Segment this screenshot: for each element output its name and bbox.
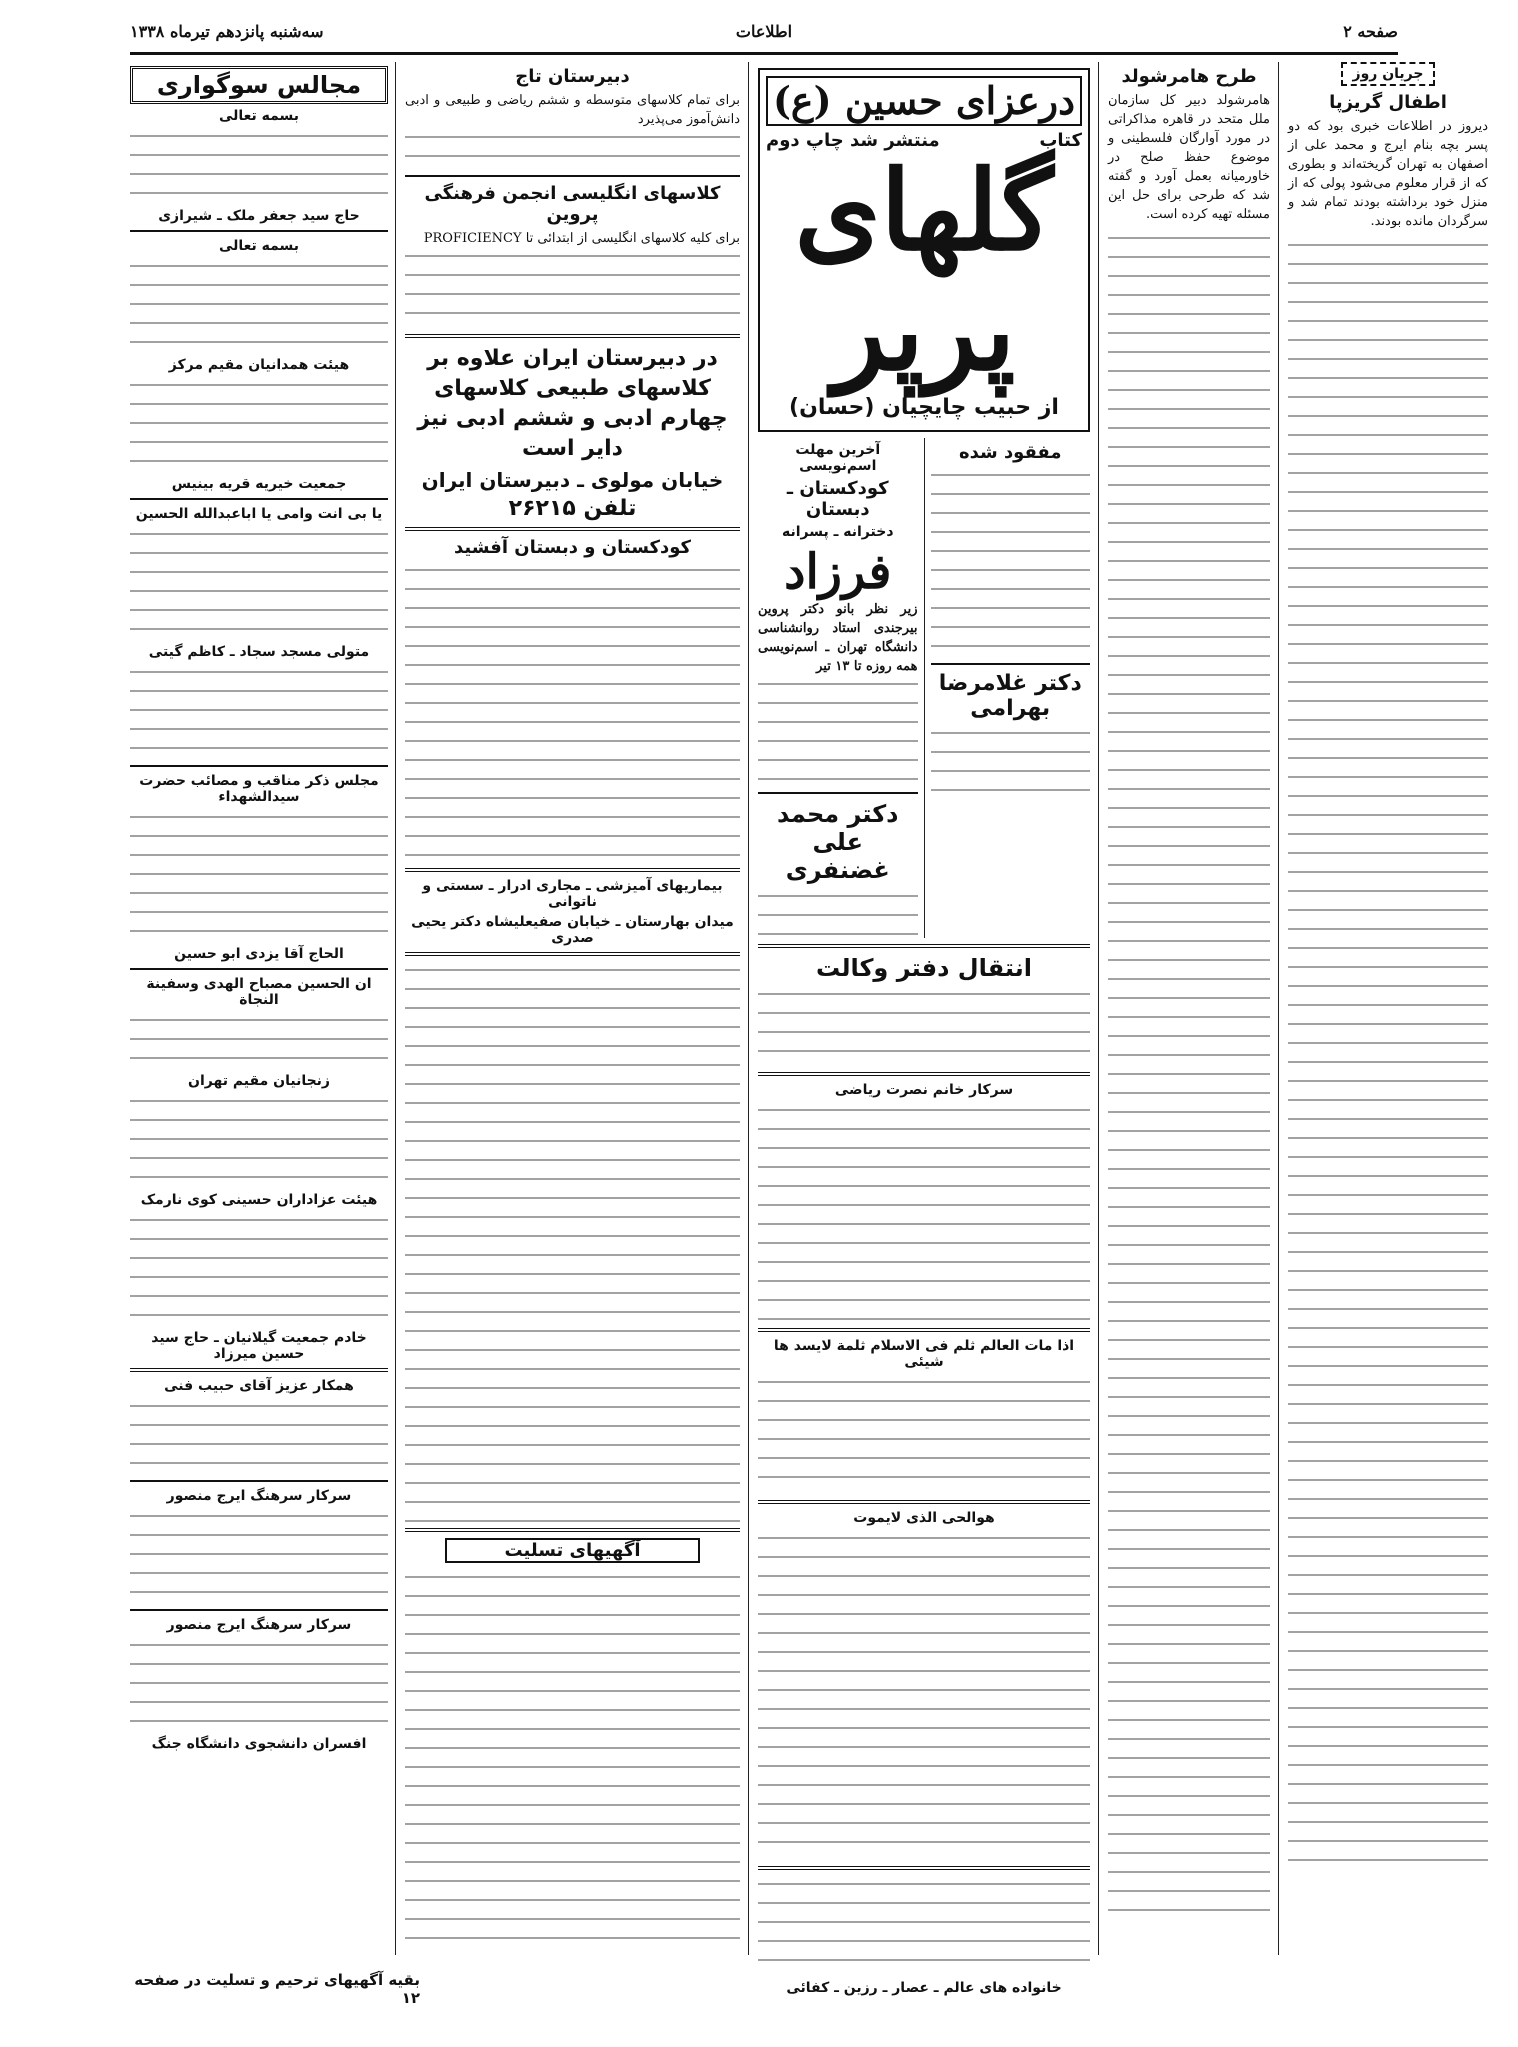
mourning-heading: الحاج آقا یزدی ابو حسین	[174, 946, 344, 962]
column-divider	[748, 62, 749, 1955]
mourning-heading: بسمه تعالی	[218, 108, 300, 124]
ad-subtitle: منتشر شد چاپ دوم	[766, 130, 940, 151]
mourning-heading: متولی مسجد سجاد ـ کاظم گیتی	[148, 644, 370, 660]
column-ads	[405, 62, 740, 1955]
column-divider	[395, 62, 396, 1955]
lost-title: مفقود شده	[958, 442, 1062, 463]
condolence-notices	[405, 962, 740, 1522]
iran-school-ad: در دبیرستان ایران علاوه بر کلاسهای طبیعی کلاسهای چهارم ادبی و ششم ادبی نیز دایر است	[417, 346, 728, 461]
english-class-text: برای کلیه کلاسهای انگلیسی از ابتدائی تا PROFICIENCY	[423, 231, 740, 246]
mourning-heading: همکار عزیز آقای حبیب فنی	[164, 1378, 354, 1394]
condolence-ads-text	[405, 1569, 740, 1949]
column-center	[758, 62, 1090, 1996]
condolence-3-text	[758, 1530, 1090, 1860]
condolence-1-text	[758, 1102, 1090, 1322]
mourning-heading: بسمه تعالی	[218, 238, 300, 254]
book-author: از حبیب چایچیان (حسان)	[789, 395, 1059, 420]
mourning-heading: سرکار سرهنگ ایرج منصور	[166, 1617, 352, 1633]
column-hammarskjold	[1108, 62, 1270, 1955]
iran-school-address: خیابان مولوی ـ دبیرستان ایران	[421, 468, 724, 492]
page-header	[130, 20, 1398, 55]
condolence-section-title: آگهیهای تسلیت	[445, 1538, 700, 1563]
mourning-text	[130, 377, 388, 472]
kg-subtitle: دخترانه ـ پسرانه	[781, 524, 894, 540]
book-ad	[758, 68, 1090, 432]
mourning-text	[130, 664, 388, 759]
mourning-heading: هیئت عزاداران حسینی کوی نارمک	[140, 1192, 378, 1208]
ad-book-label: کتاب	[1039, 130, 1082, 151]
column-mourning	[130, 62, 388, 1955]
mourning-text	[130, 809, 388, 942]
mourning-heading: مجلس ذکر مناقب و مصائب حضرت سیدالشهداء	[139, 773, 379, 805]
kg-text: زیر نظر بانو دکتر پروین بیرجندی استاد روانشناسی دانشگاه تهران ـ اسم‌نویسی همه روزه تا ۱۳ تیر	[758, 602, 918, 674]
article-lead: هامرشولد دبیر کل سازمان ملل متحد در قاهره مذاکراتی در مورد آوارگان فلسطینی و موضوع حفظ صلح در خاورمیانه بعمل آورد و گفته شد که طرحی برای حل این مسئله تهیه کرده است.	[1108, 93, 1270, 222]
condolence-2-title: اذا مات العالم ثلم فی الاسلام ثلمة لایسد ها شیئی	[773, 1338, 1075, 1370]
mourning-text	[130, 1508, 388, 1603]
afshid-ad-title: کودکستان و دبستان آفشید	[453, 537, 692, 558]
mourning-text	[130, 526, 388, 640]
mourning-text	[130, 1212, 388, 1326]
mourning-heading: خادم جمعیت گیلانیان ـ حاج سید حسین میرزاد	[151, 1330, 367, 1362]
section-badge: جریان روز	[1341, 62, 1436, 86]
mourning-text	[130, 1637, 388, 1732]
article-body-text	[1288, 237, 1488, 1877]
mourning-text	[130, 258, 388, 353]
mourning-text	[130, 1012, 388, 1069]
kg-title: کودکستان ـ دبستان	[786, 478, 889, 520]
mourning-text	[130, 1093, 388, 1188]
clinic-ad-title: بیماریهای آمیزشی ـ مجاری ادرار ـ سستی و ناتوانی	[422, 878, 723, 910]
doctor-ad-2-text	[758, 888, 918, 938]
mourning-heading: سرکار سرهنگ ایرج منصور	[166, 1488, 352, 1504]
mourning-heading: حاج سید جعفر ملک ـ شیرازی	[158, 208, 360, 224]
article-title: اطفال گریزپا	[1329, 92, 1447, 113]
doctor-ad-text	[931, 725, 1091, 805]
ad-heading: درعزای حسین (ع)	[766, 76, 1082, 126]
mourning-heading: زنجانیان مقیم تهران	[188, 1073, 330, 1089]
mourning-heading: جمعیت خیریه قریه بینیس	[171, 476, 347, 492]
mourning-heading: ان الحسین مصباح الهدی وسفینة النجاة	[146, 976, 372, 1008]
doctor-ad: دکتر غلامرضا بهرامی	[938, 671, 1082, 721]
page-number: صفحه ۲	[1343, 22, 1398, 41]
continued-on-page-note: بقیه آگهیهای ترحیم و تسلیت در صفحه ۱۲	[134, 1971, 420, 2007]
mourning-text	[130, 128, 388, 204]
kg-extra-text	[758, 676, 918, 786]
article-body-text	[1108, 230, 1270, 1920]
mourning-heading: یا بی انت وامی یا اباعبدالله الحسین	[135, 506, 383, 522]
afshid-ad-text	[405, 562, 740, 862]
kindergarten-ad	[758, 438, 918, 938]
book-title: گلهای پرپر	[794, 146, 1054, 395]
column-divider	[1098, 62, 1099, 1955]
column-divider	[1278, 62, 1279, 1955]
mourning-text	[130, 1398, 388, 1474]
school-ad-title: دبیرستان تاج	[515, 66, 630, 87]
office-transfer-title: انتقال دفتر وکالت	[816, 954, 1032, 982]
mourning-section-title: مجالس سوگواری	[130, 66, 388, 104]
mourning-heading: افسران دانشجوی دانشگاه جنگ	[151, 1736, 367, 1752]
office-transfer-text	[758, 986, 1090, 1066]
condolence-1-title: سرکار خانم نصرت ریاضی	[834, 1082, 1014, 1098]
issue-date: سه‌شنبه پانزدهم تیرماه ۱۳۳۸	[130, 22, 324, 41]
english-class-more	[405, 248, 740, 328]
condolence-4-text	[758, 1876, 1090, 1976]
article-lead: دیروز در اطلاعات خبری بود که دو پسر بچه بنام ایرج و محمد علی از اصفهان به تهران گریخته‌اند و بطوری که از قرار معلوم می‌شود پولی که از منزل خود برداشته بودند تمام شد و سرگردان مانده بودند.	[1288, 119, 1488, 229]
newspaper-name: اطلاعات	[735, 22, 793, 41]
school-ad-text: برای تمام کلاسهای متوسطه و ششم ریاضی و طبیعی و ادبی دانش‌آموز می‌پذیرد	[405, 93, 740, 127]
mourning-heading: هیئت همدانیان مقیم مرکز	[168, 357, 350, 373]
school-ad-more	[405, 129, 740, 169]
article-title: طرح هامرشولد	[1121, 66, 1257, 87]
clinic-ad-sub: میدان بهارستان ـ خیابان صفیعلیشاه دکتر یحیی صدری	[411, 914, 734, 946]
iran-school-phone: تلفن ۲۶۲۱۵	[508, 496, 637, 521]
kg-heading: آخرین مهلت اسم‌نویسی	[795, 442, 881, 474]
column-jarian-rooz	[1288, 62, 1488, 1955]
doctor-ad-2: دکتر محمد علی غضنفری	[777, 800, 899, 884]
lost-notice	[931, 438, 1091, 938]
condolence-2-text	[758, 1374, 1090, 1494]
condolence-4-sign: خانواده های عالم ـ عصار ـ رزین ـ کفائی	[786, 1980, 1062, 1996]
condolence-3-title: هوالحی الذی لایموت	[853, 1510, 995, 1526]
lost-text	[931, 467, 1091, 657]
kg-name: فرزاد	[784, 544, 892, 600]
english-class-title: کلاسهای انگلیسی انجمن فرهنگی پروین	[424, 183, 721, 225]
